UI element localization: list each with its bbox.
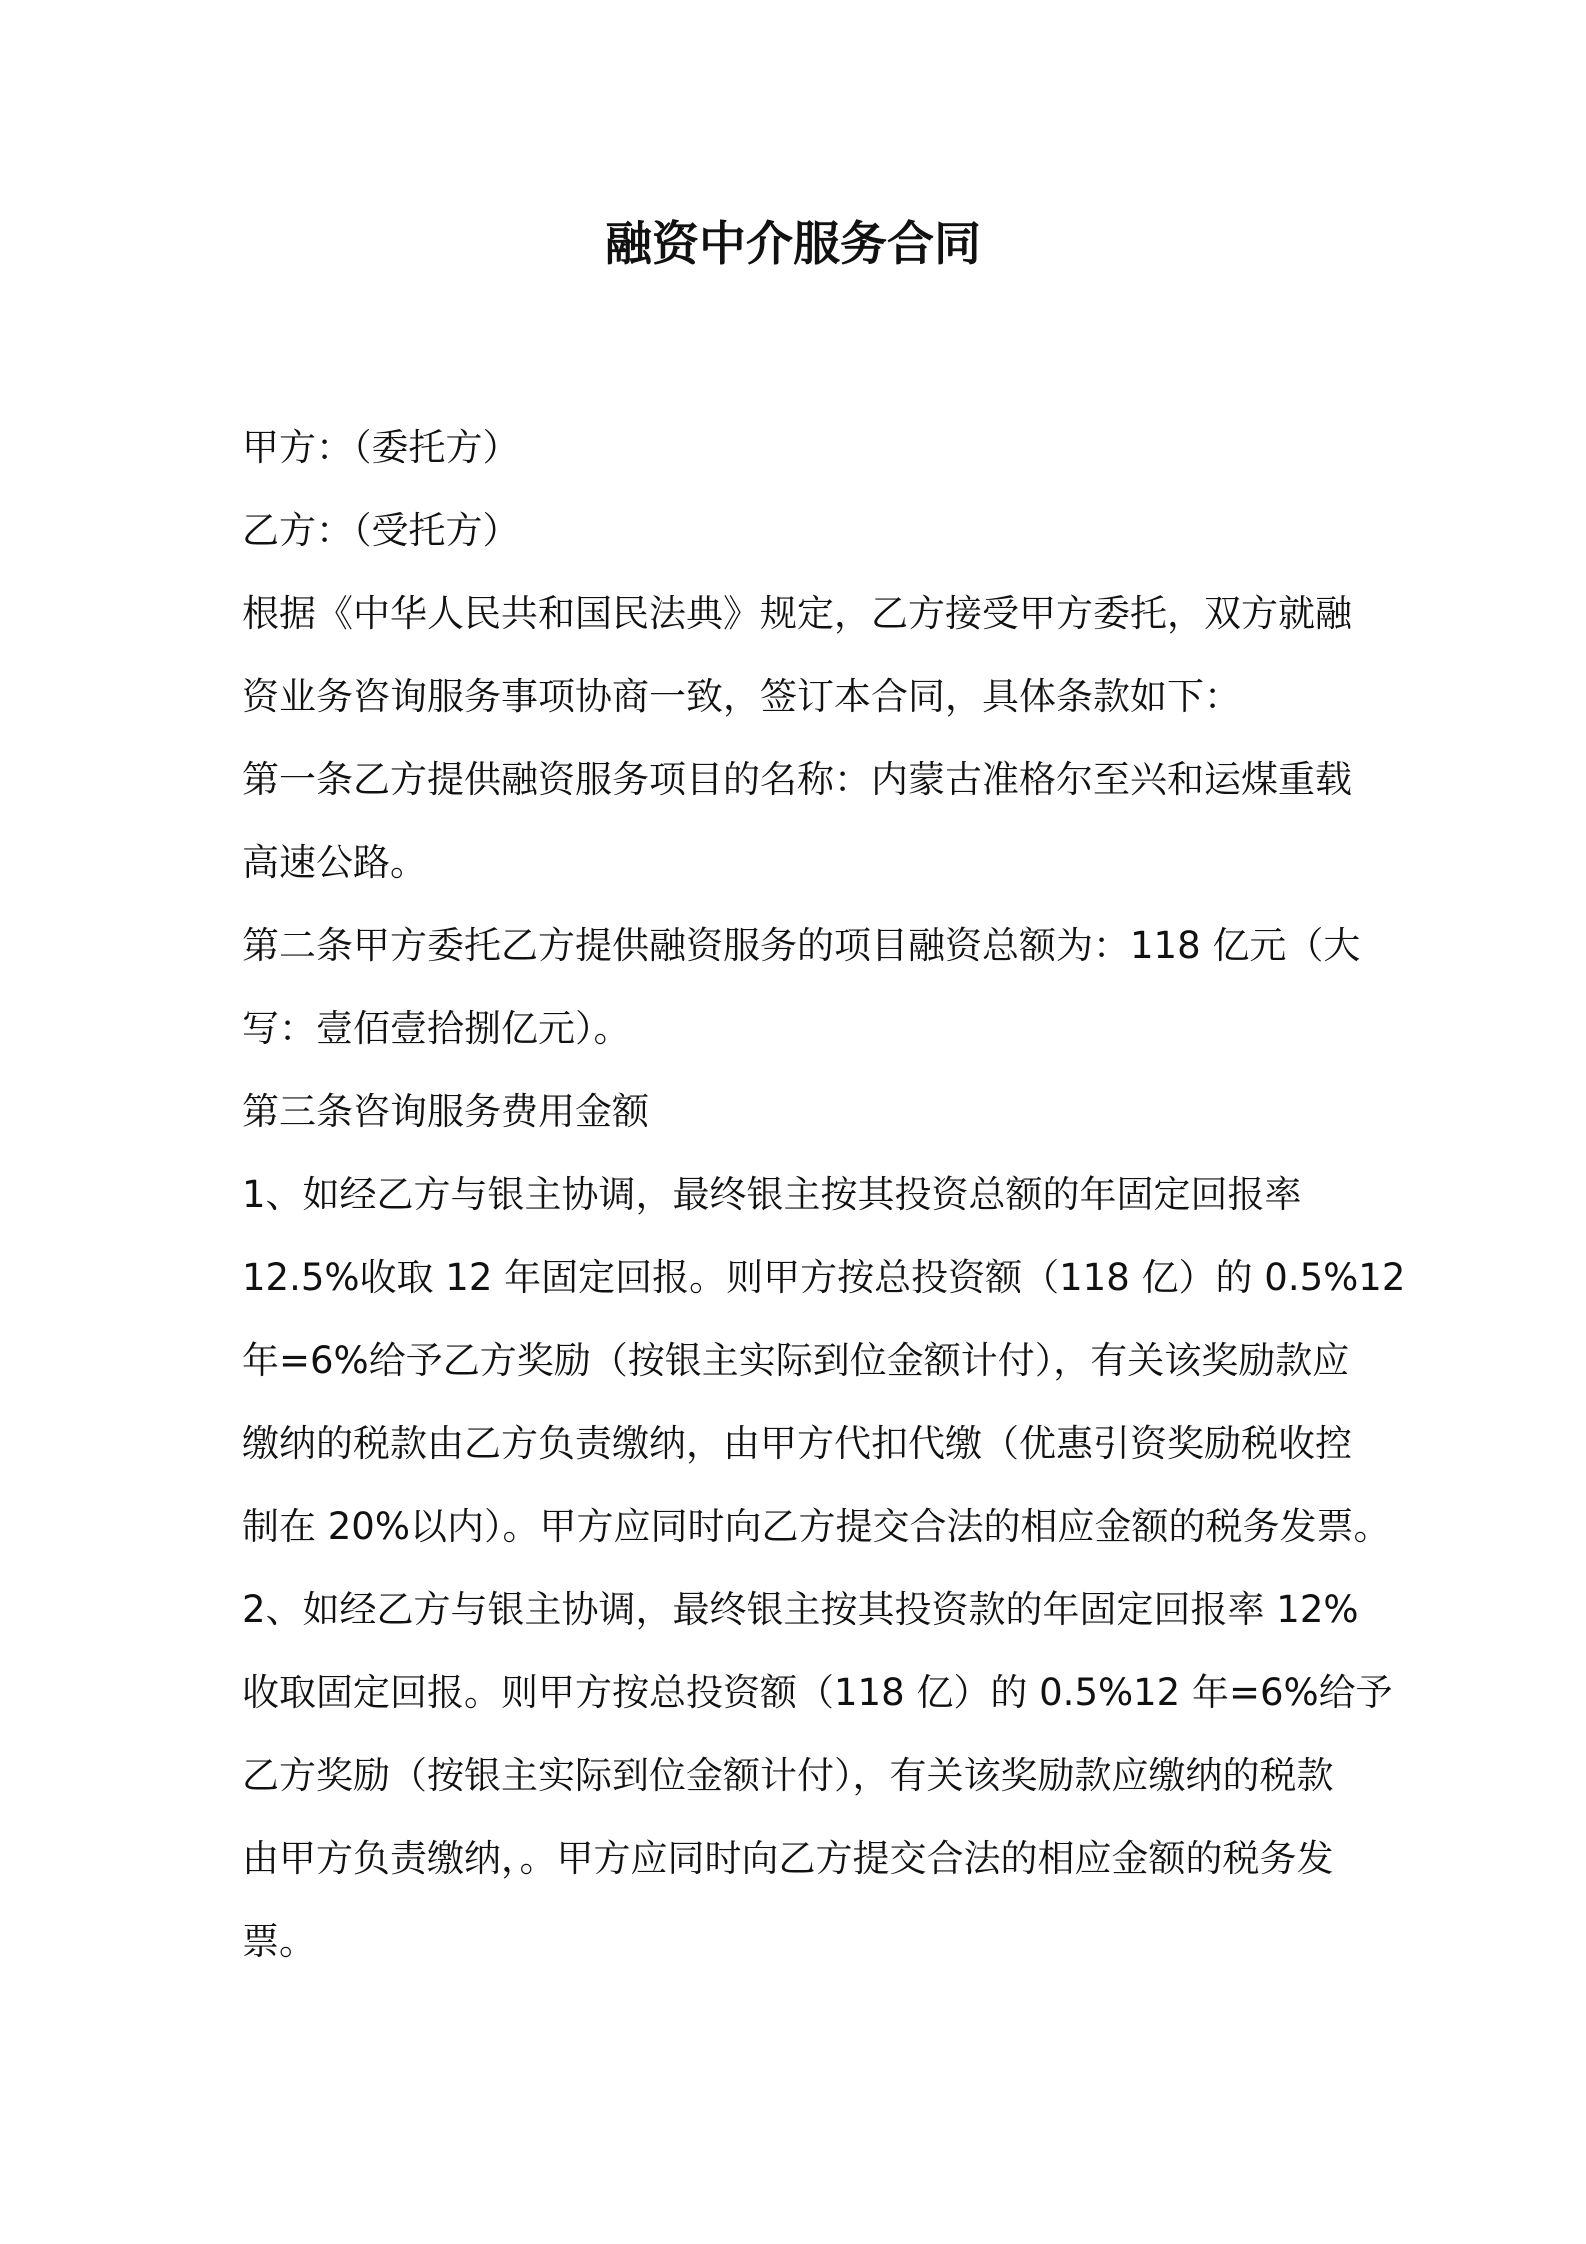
article-3-heading: 第三条咨询服务费用金额 <box>242 1090 649 1133</box>
article-2-line-2: 写：壹佰壹拾捌亿元）。 <box>242 1007 631 1050</box>
clause-2-line-1: 2、如经乙方与银主协调，最终银主按其投资款的年固定回报率 12% <box>242 1588 1359 1631</box>
article-1-line-1: 第一条乙方提供融资服务项目的名称：内蒙古准格尔至兴和运煤重载 <box>242 758 1352 801</box>
clause-2-line-4: 由甲方负责缴纳，。甲方应同时向乙方提交合法的相应金额的税务发 <box>242 1837 1334 1880</box>
contract-body <box>242 406 1406 1983</box>
clause-2-line-5: 票。 <box>242 1920 316 1963</box>
clause-1-line-5: 制在 20%以内）。甲方应同时向乙方提交合法的相应金额的税务发票。 <box>242 1505 1391 1548</box>
article-1-line-2: 高速公路。 <box>242 841 427 884</box>
clause-1-line-2: 12.5%收取 12 年固定回报。则甲方按总投资额（118 亿）的 0.5%12 <box>242 1256 1406 1299</box>
clause-2-line-3: 乙方奖励（按银主实际到位金额计付），有关该奖励款应缴纳的税款 <box>242 1754 1334 1797</box>
clause-1-line-3: 年=6%给予乙方奖励（按银主实际到位金额计付），有关该奖励款应 <box>242 1339 1350 1382</box>
clause-1-line-4: 缴纳的税款由乙方负责缴纳，由甲方代扣代缴（优惠引资奖励税收控 <box>242 1422 1352 1465</box>
preamble-line-1: 根据《中华人民共和国民法典》规定，乙方接受甲方委托，双方就融 <box>242 592 1352 635</box>
article-2-line-1: 第二条甲方委托乙方提供融资服务的项目融资总额为：118 亿元（大 <box>242 924 1361 967</box>
preamble-line-2: 资业务咨询服务事项协商一致，签订本合同，具体条款如下： <box>242 675 1241 718</box>
clause-2-line-2: 收取固定回报。则甲方按总投资额（118 亿）的 0.5%12 年=6%给予 <box>242 1671 1393 1714</box>
party-b-line: 乙方：（受托方） <box>242 509 520 552</box>
party-a-line: 甲方：（委托方） <box>242 426 520 469</box>
clause-1-line-1: 1、如经乙方与银主协调，最终银主按其投资总额的年固定回报率 <box>242 1173 1302 1216</box>
document-title: 融资中介服务合同 <box>605 217 981 272</box>
